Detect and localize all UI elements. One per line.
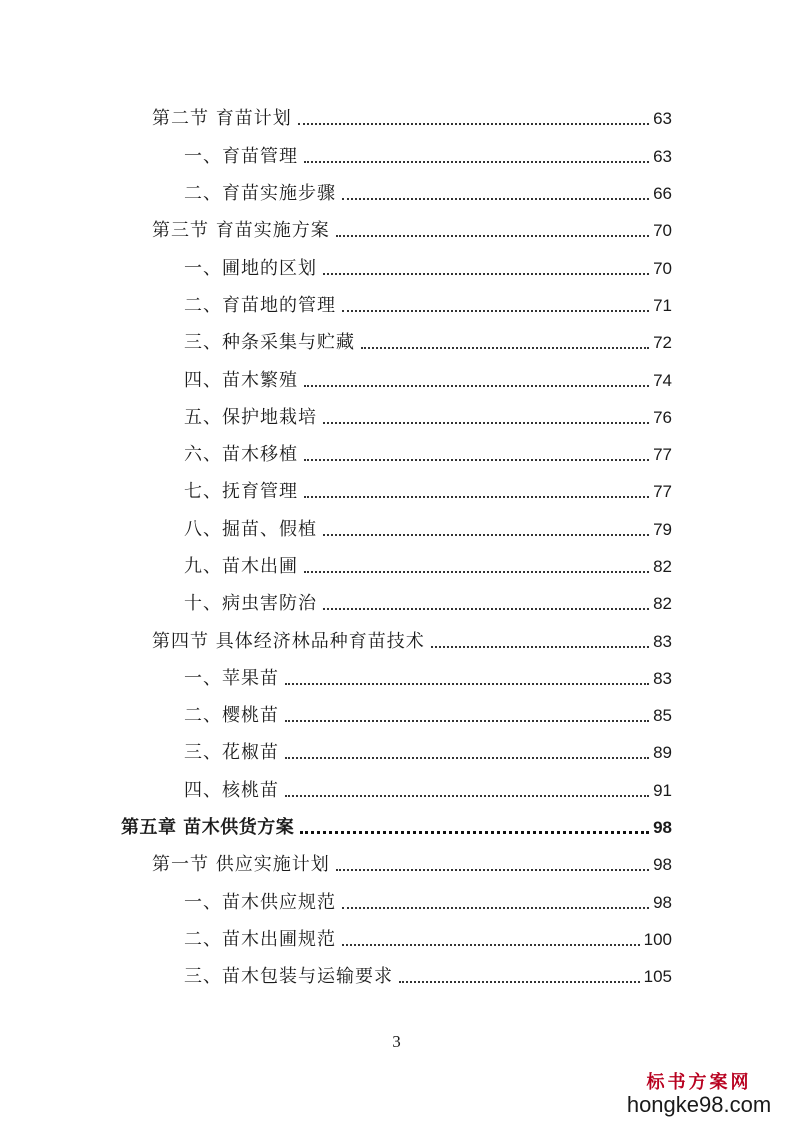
toc-entry-label: 二、育苗实施步骤 (184, 183, 336, 204)
toc-entry[interactable] (184, 436, 672, 466)
toc-entry-page: 63 (653, 109, 672, 128)
toc-leader-dots (342, 944, 640, 946)
toc-entry-label: 七、抚育管理 (184, 481, 298, 502)
toc-entry-page: 72 (653, 333, 672, 352)
toc-entry-label: 二、育苗地的管理 (184, 295, 336, 316)
toc-entry[interactable] (184, 175, 672, 205)
toc-entry-label: 十、病虫害防治 (184, 593, 317, 614)
toc-entry-label: 九、苗木出圃 (184, 556, 298, 577)
toc-entry[interactable] (184, 362, 672, 392)
toc-entry[interactable] (184, 287, 672, 317)
toc-leader-dots (300, 831, 649, 834)
toc-entry[interactable] (184, 958, 672, 988)
toc-entry[interactable] (184, 399, 672, 429)
toc-entry[interactable] (184, 250, 672, 280)
toc-entry[interactable] (184, 548, 672, 578)
toc-entry-page: 91 (653, 781, 672, 800)
toc-entry-page: 82 (653, 557, 672, 576)
toc-chapter-entry[interactable] (121, 809, 672, 839)
toc-entry-page: 105 (643, 967, 672, 986)
page-number: 3 (392, 1032, 401, 1051)
toc-leader-dots (285, 795, 649, 797)
toc-entry[interactable] (152, 212, 672, 242)
watermark-site-url: hongke98.com (626, 1092, 772, 1117)
toc-entry-page: 98 (653, 855, 672, 874)
toc-entry-page: 83 (653, 632, 672, 651)
toc-entry-page: 70 (653, 221, 672, 240)
toc-leader-dots (285, 683, 649, 685)
toc-leader-dots (342, 310, 649, 312)
toc-leader-dots (304, 571, 649, 573)
site-watermark (619, 1068, 779, 1118)
toc-leader-dots (323, 422, 649, 424)
toc-entry-page: 98 (653, 893, 672, 912)
toc-entry-label: 第三节 育苗实施方案 (152, 220, 330, 241)
toc-entry-label: 五、保护地栽培 (184, 407, 317, 428)
toc-leader-dots (304, 161, 649, 163)
toc-entry[interactable] (184, 734, 672, 764)
toc-entry-page: 76 (653, 408, 672, 427)
toc-entry[interactable] (184, 660, 672, 690)
toc-leader-dots (336, 235, 649, 237)
toc-entry-page: 71 (653, 296, 672, 315)
toc-entry[interactable] (184, 324, 672, 354)
toc-entry-label: 一、育苗管理 (184, 146, 298, 167)
toc-entry-label: 一、圃地的区划 (184, 258, 317, 279)
toc-entry-page: 74 (653, 371, 672, 390)
toc-entry-page: 79 (653, 520, 672, 539)
toc-entry[interactable] (184, 511, 672, 541)
toc-leader-dots (298, 123, 649, 125)
toc-leader-dots (304, 385, 649, 387)
toc-entry-page: 63 (653, 147, 672, 166)
toc-entry-label: 四、苗木繁殖 (184, 370, 298, 391)
toc-leader-dots (431, 646, 649, 648)
toc-entry-page: 83 (653, 669, 672, 688)
toc-entry-page: 77 (653, 482, 672, 501)
toc-leader-dots (285, 757, 649, 759)
toc-leader-dots (304, 496, 649, 498)
toc-entry-label: 三、苗木包装与运输要求 (184, 966, 393, 987)
toc-entry-label: 一、苗木供应规范 (184, 892, 336, 913)
toc-leader-dots (304, 459, 649, 461)
toc-entry-label: 二、樱桃苗 (184, 705, 279, 726)
toc-leader-dots (323, 534, 649, 536)
toc-entry[interactable] (184, 772, 672, 802)
toc-entry[interactable] (184, 585, 672, 615)
toc-entry[interactable] (152, 623, 672, 653)
toc-leader-dots (285, 720, 649, 722)
toc-entry-page: 100 (643, 930, 672, 949)
toc-entry[interactable] (184, 473, 672, 503)
toc-entry-page: 89 (653, 743, 672, 762)
toc-entry-label: 二、苗木出圃规范 (184, 929, 336, 950)
toc-entry[interactable] (184, 884, 672, 914)
toc-entry-label: 三、种条采集与贮藏 (184, 332, 355, 353)
toc-entry-label: 第四节 具体经济林品种育苗技术 (152, 631, 425, 652)
toc-leader-dots (323, 608, 649, 610)
toc-entry-label: 第二节 育苗计划 (152, 108, 292, 129)
toc-entry-label: 八、掘苗、假植 (184, 519, 317, 540)
toc-leader-dots (342, 198, 649, 200)
toc-entry-label: 三、花椒苗 (184, 742, 279, 763)
toc-entry[interactable] (184, 697, 672, 727)
toc-entry-page: 82 (653, 594, 672, 613)
toc-leader-dots (342, 907, 649, 909)
toc-entry[interactable] (184, 921, 672, 951)
toc-leader-dots (399, 981, 640, 983)
toc-entry-page: 66 (653, 184, 672, 203)
toc-leader-dots (361, 347, 649, 349)
toc-entry-label: 四、核桃苗 (184, 780, 279, 801)
toc-entry-label: 六、苗木移植 (184, 444, 298, 465)
toc-entry-label: 第五章 苗木供货方案 (121, 817, 295, 838)
toc-entry-page: 70 (653, 259, 672, 278)
toc-entry[interactable] (184, 138, 672, 168)
toc-leader-dots (336, 869, 649, 871)
watermark-site-name: 标书方案网 (646, 1072, 752, 1093)
toc-entry-page: 85 (653, 706, 672, 725)
toc-entry-label: 第一节 供应实施计划 (152, 854, 330, 875)
toc-entry[interactable] (152, 100, 672, 130)
toc-entry[interactable] (152, 846, 672, 876)
toc-entry-page: 98 (653, 818, 672, 837)
toc-entry-page: 77 (653, 445, 672, 464)
toc-leader-dots (323, 273, 649, 275)
toc-entry-label: 一、苹果苗 (184, 668, 279, 689)
